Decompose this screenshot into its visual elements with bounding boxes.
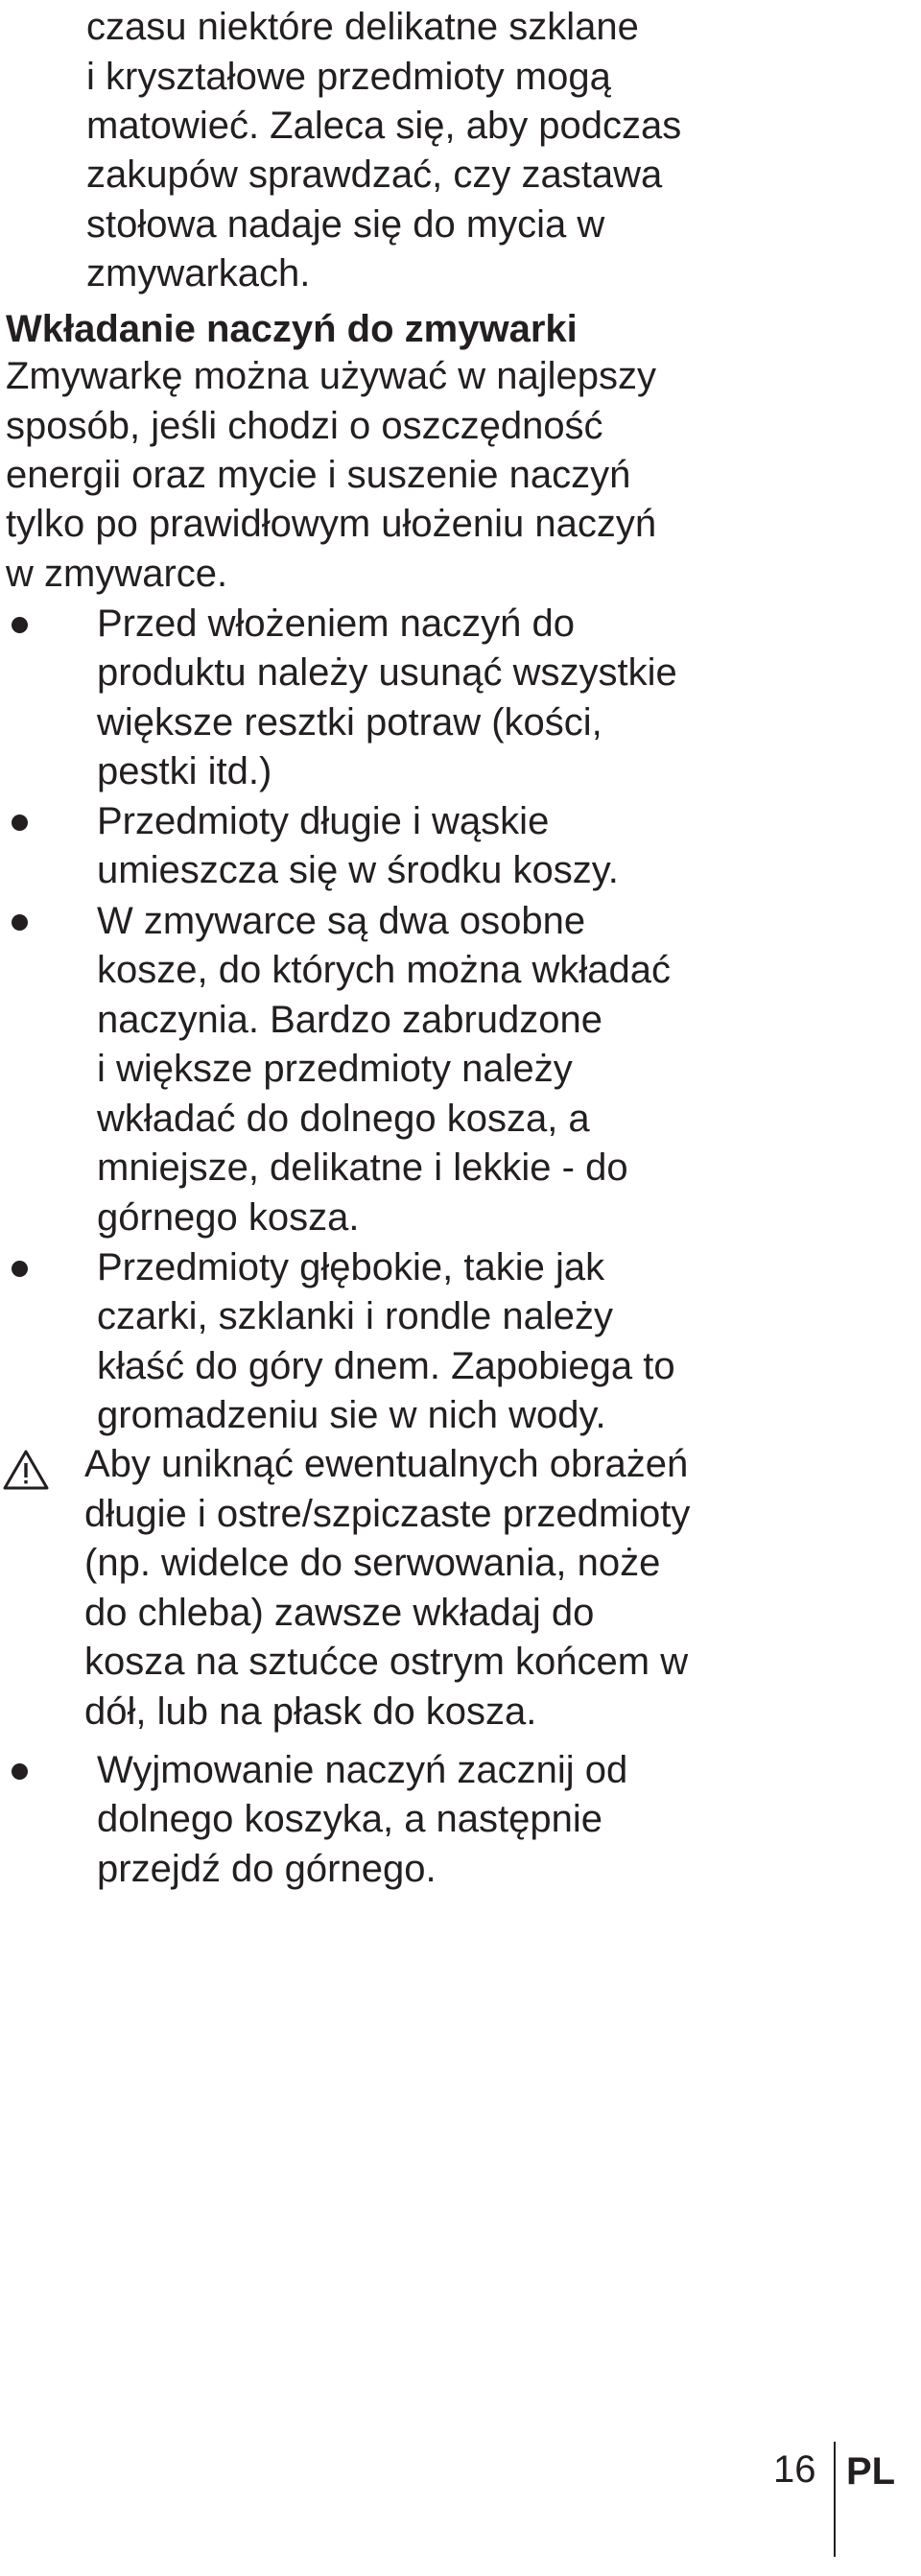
bullet-line: gromadzeniu sie w nich wody. [97,1394,606,1436]
bullet-dot [12,1763,28,1780]
bullet-line: Wyjmowanie naczyń zacznij od [97,1749,628,1791]
section-heading: Wkładanie naczyń do zmywarki [6,308,578,350]
language-code: PL [846,2450,896,2493]
bullet-line: Przed włożeniem naczyń do [97,603,576,645]
intro-line: matowieć. Zaleca się, aby podczas [86,105,682,147]
footer-divider [834,2442,836,2557]
bullet-line: czarki, szklanki i rondle należy [97,1295,613,1337]
bullet-line: mniejsze, delikatne i lekkie - do [97,1146,628,1189]
bullet-dot [12,914,28,931]
intro-line: zmywarkach. [86,252,311,295]
bullet-line: umieszcza się w środku koszy. [97,849,619,891]
warning-line: długie i ostre/szpiczaste przedmioty [84,1493,691,1535]
paragraph-line: w zmywarce. [6,553,228,595]
paragraph-line: energii oraz mycie i suszenie naczyń [6,454,631,496]
paragraph-line: tylko po prawidłowym ułożeniu naczyń [6,503,657,545]
bullet-dot [12,617,28,633]
bullet-line: wkładać do dolnego kosza, a [97,1098,590,1140]
bullet-line: naczynia. Bardzo zabrudzone [97,999,602,1041]
warning-line: Aby uniknąć ewentualnych obrażeń [84,1443,689,1485]
bullet-line: przejdź do górnego. [97,1848,437,1890]
warning-line: dół, lub na płask do kosza. [84,1690,537,1733]
intro-line: i kryształowe przedmioty mogą [86,56,611,98]
warning-line: (np. widelce do serwowania, noże [84,1542,661,1584]
bullet-line: większe resztki potraw (kości, [97,701,602,744]
warning-triangle-icon [2,1449,50,1491]
bullet-line: kosze, do których można wkładać [97,949,672,991]
page-number: 16 [773,2448,816,2491]
bullet-line: Przedmioty długie i wąskie [97,800,550,842]
bullet-line: i większe przedmioty należy [97,1048,573,1090]
warning-line: do chleba) zawsze wkładaj do [84,1592,595,1634]
paragraph-line: sposób, jeśli chodzi o oszczędność [6,405,603,447]
bullet-line: pestki itd.) [97,750,272,792]
bullet-dot [12,1261,28,1277]
bullet-line: W zmywarce są dwa osobne [97,900,586,942]
warning-line: kosza na sztućce ostrym końcem w [84,1641,689,1683]
intro-line: czasu niektóre delikatne szklane [86,6,639,48]
bullet-line: kłaść do góry dnem. Zapobiega to [97,1345,675,1387]
intro-line: stołowa nadaje się do mycia w [86,203,605,246]
bullet-line: dolnego koszyka, a następnie [97,1798,603,1840]
bullet-dot [12,815,28,831]
bullet-line: górnego kosza. [97,1196,360,1239]
bullet-line: Przedmioty głębokie, takie jak [97,1246,605,1288]
intro-line: zakupów sprawdzać, czy zastawa [86,154,663,196]
bullet-line: produktu należy usunąć wszystkie [97,651,677,694]
paragraph-line: Zmywarkę można używać w najlepszy [6,355,656,397]
